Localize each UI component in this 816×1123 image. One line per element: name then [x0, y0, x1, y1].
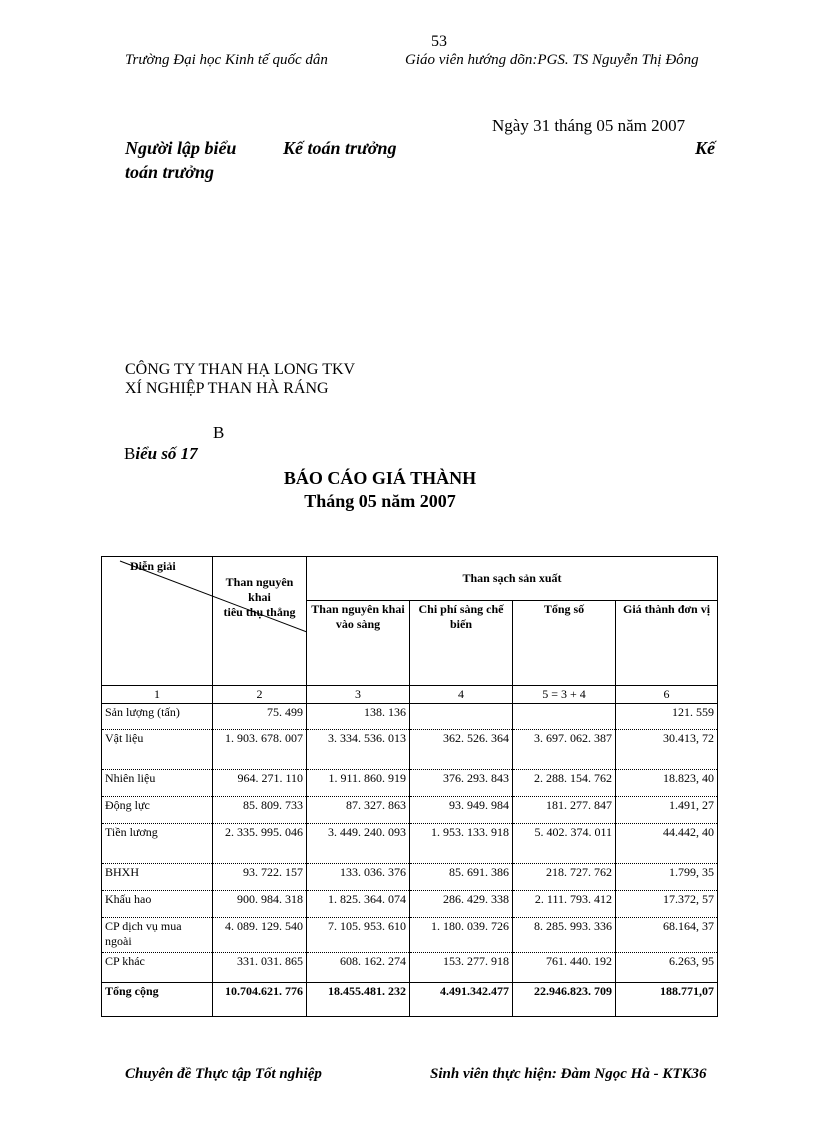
cell-raw-screening: 1. 911. 860. 919: [307, 770, 410, 797]
table-row: [102, 770, 718, 797]
signature-chief-accountant: Kế toán trưởng: [283, 138, 397, 158]
row-label: CP khác: [102, 953, 213, 983]
subcol-total: Tổng số: [513, 601, 616, 686]
table-row: [102, 704, 718, 730]
cell-unit-cost: 68.164, 37: [616, 918, 718, 953]
cell-unit-cost: 1.799, 35: [616, 864, 718, 891]
subcol-raw-into-screening: Than nguyên khai vào sàng: [307, 601, 410, 686]
index-cell: 2: [213, 686, 307, 704]
table-row: [102, 953, 718, 983]
row-label: Tiền lương: [102, 824, 213, 864]
footer-student: Sinh viên thực hiện: Đàm Ngọc Hà - KTK36: [430, 1066, 707, 1082]
cell-raw-screening: 608. 162. 274: [307, 953, 410, 983]
report-title: BÁO CÁO GIÁ THÀNH: [283, 468, 477, 488]
col-raw-sub: tiêu thụ thẳng: [223, 605, 296, 619]
cell-raw-screening: 138. 136: [307, 704, 410, 730]
cell-total: 5. 402. 374. 011: [513, 824, 616, 864]
total-unit-cost: 188.771,07: [616, 983, 718, 1017]
cell-raw-screening: 3. 334. 536. 013: [307, 730, 410, 770]
index-cell: 4: [410, 686, 513, 704]
cell-processing: 1. 180. 039. 726: [410, 918, 513, 953]
cell-raw-screening: 87. 327. 863: [307, 797, 410, 824]
report-subtitle: Tháng 05 năm 2007: [304, 491, 456, 511]
cell-total: 8. 285. 993. 336: [513, 918, 616, 953]
cell-total: 761. 440. 192: [513, 953, 616, 983]
table-row: [102, 797, 718, 824]
cell-raw-screening: 7. 105. 953. 610: [307, 918, 410, 953]
cell-processing: 286. 429. 338: [410, 891, 513, 918]
cell-total: 181. 277. 847: [513, 797, 616, 824]
footer-thesis: Chuyên đề Thực tập Tốt nghiệp: [125, 1066, 322, 1082]
cell-raw: 1. 903. 678. 007: [213, 730, 307, 770]
table-row: [102, 891, 718, 918]
table-row: [102, 918, 718, 953]
enterprise-name: XÍ NGHIỆP THAN HÀ RÁNG: [125, 380, 329, 397]
row-label: CP dịch vụ mua ngoài: [102, 918, 213, 953]
cell-raw-screening: 1. 825. 364. 074: [307, 891, 410, 918]
cell-raw: 85. 809. 733: [213, 797, 307, 824]
row-label: Sản lượng (tấn): [102, 704, 213, 730]
form-label: iểu số 17: [135, 444, 198, 463]
table-row: [102, 864, 718, 891]
cell-raw: 93. 722. 157: [213, 864, 307, 891]
signature-preparer: Người lập biểu: [125, 138, 237, 158]
table-header-row: [102, 557, 718, 601]
diagonal-line: [102, 557, 307, 685]
cell-unit-cost: 30.413, 72: [616, 730, 718, 770]
row-label: Vật liệu: [102, 730, 213, 770]
table-row: [102, 824, 718, 864]
cell-processing: 1. 953. 133. 918: [410, 824, 513, 864]
col-raw-label: Than nguyên khai: [225, 575, 294, 604]
cell-total: 218. 727. 762: [513, 864, 616, 891]
total-processing: 4.491.342.477: [410, 983, 513, 1017]
cell-raw-screening: 3. 449. 240. 093: [307, 824, 410, 864]
cell-unit-cost: 121. 559: [616, 704, 718, 730]
index-cell: 1: [102, 686, 213, 704]
subcol-processing-cost: Chi phí sàng chế biến: [410, 601, 513, 686]
diag-label: Diễn giải: [130, 559, 176, 573]
signature-toan-truong: toán trưởng: [125, 162, 214, 182]
signature-ke: Kế: [695, 138, 715, 158]
cell-raw: 2. 335. 995. 046: [213, 824, 307, 864]
letter-b: B: [213, 423, 225, 442]
cell-raw: 75. 499: [213, 704, 307, 730]
cell-raw: 964. 271. 110: [213, 770, 307, 797]
cell-processing: 153. 277. 918: [410, 953, 513, 983]
cell-unit-cost: 6.263, 95: [616, 953, 718, 983]
cell-raw: 4. 089. 129. 540: [213, 918, 307, 953]
header-supervisor: Giáo viên hướng dõn:PGS. TS Nguyễn Thị Đông: [405, 52, 699, 68]
diag-header-cell: [102, 557, 213, 686]
cell-raw: 331. 031. 865: [213, 953, 307, 983]
cell-processing: 376. 293. 843: [410, 770, 513, 797]
total-raw: 10.704.621. 776: [213, 983, 307, 1017]
cell-processing: 362. 526. 364: [410, 730, 513, 770]
form-number: [124, 444, 198, 464]
total-label: Tổng cộng: [102, 983, 213, 1017]
row-label: BHXH: [102, 864, 213, 891]
row-label: Nhiên liệu: [102, 770, 213, 797]
company-name: CÔNG TY THAN HẠ LONG TKV: [125, 361, 356, 378]
cell-processing: 93. 949. 984: [410, 797, 513, 824]
cell-total: 3. 697. 062. 387: [513, 730, 616, 770]
cell-raw-screening: 133. 036. 376: [307, 864, 410, 891]
cell-unit-cost: 18.823, 40: [616, 770, 718, 797]
total-row: [102, 983, 718, 1017]
cell-total: 2. 111. 793. 412: [513, 891, 616, 918]
total-raw-screening: 18.455.481. 232: [307, 983, 410, 1017]
subcol-unit-cost: Giá thành đơn vị: [616, 601, 718, 686]
table-row: [102, 730, 718, 770]
cell-total: 2. 288. 154. 762: [513, 770, 616, 797]
index-cell: 6: [616, 686, 718, 704]
header-university: Trường Đại học Kinh tế quốc dân: [125, 52, 328, 68]
page-number: 53: [431, 33, 447, 50]
cell-unit-cost: 44.442, 40: [616, 824, 718, 864]
cell-unit-cost: 1.491, 27: [616, 797, 718, 824]
cell-raw: 900. 984. 318: [213, 891, 307, 918]
form-prefix: B: [124, 444, 136, 463]
cost-report-table: [101, 556, 718, 1017]
cell-unit-cost: 17.372, 57: [616, 891, 718, 918]
cell-processing: [410, 704, 513, 730]
index-cell: 5 = 3 + 4: [513, 686, 616, 704]
total-total: 22.946.823. 709: [513, 983, 616, 1017]
row-label: Khấu hao: [102, 891, 213, 918]
index-row: [102, 686, 718, 704]
col-group-clean-coal: Than sạch sản xuất: [307, 557, 718, 601]
row-label: Động lực: [102, 797, 213, 824]
date-line: Ngày 31 tháng 05 năm 2007: [492, 116, 686, 135]
cell-total: [513, 704, 616, 730]
cell-processing: 85. 691. 386: [410, 864, 513, 891]
index-cell: 3: [307, 686, 410, 704]
